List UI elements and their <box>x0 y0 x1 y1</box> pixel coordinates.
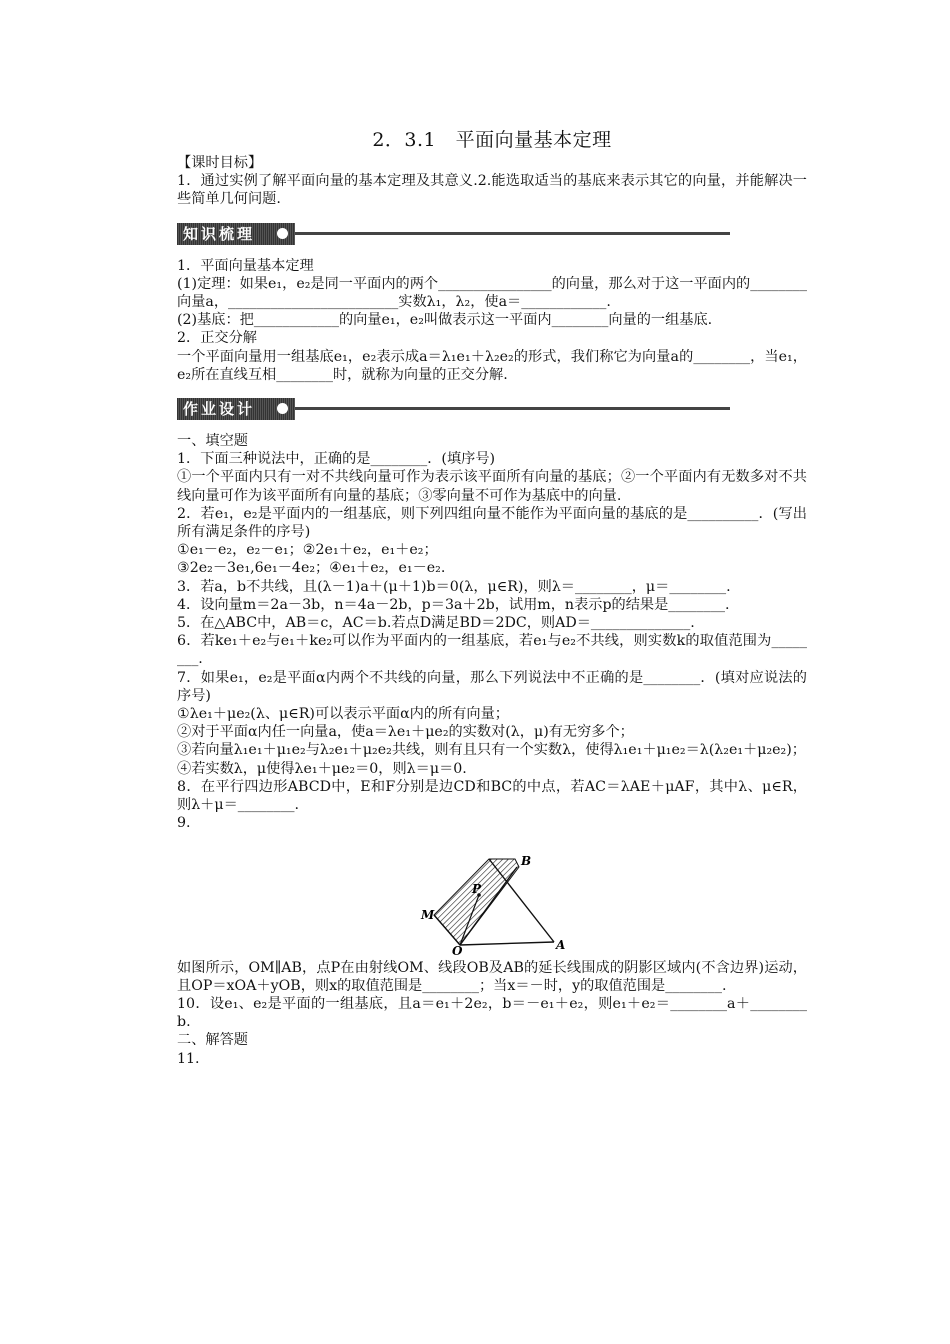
exercise-line: 7．如果e₁，e₂是平面α内两个不共线的向量，那么下列说法中不正确的是________．(填对应说法的序号) <box>177 669 807 704</box>
exercise-line: 6．若ke₁＋e₂与e₁＋ke₂可以作为平面内的一组基底，若e₁与e₂不共线，则实数k的取值范围为________. <box>177 633 807 668</box>
exercise-line: 如图所示，OM∥AB，点P在由射线OM、线段OB及AB的延长线围成的阴影区域内(不含边界)运动，且OP＝xOA＋yOB，则x的取值范围是________；当x＝－时，y的取值范围是________. <box>177 959 807 994</box>
line-ab-extended <box>489 859 554 942</box>
exercise-line: ①e₁－e₂，e₂－e₁；②2e₁＋e₂，e₁＋e₂； <box>177 542 438 559</box>
exercise-line: 5．在△ABC中，AB＝c，AC＝b.若点D满足BD＝2DC，则AD＝______________. <box>177 615 695 632</box>
exercise-line: ①λe₁＋μe₂(λ、μ∈R)可以表示平面α内的所有向量； <box>177 706 509 723</box>
label-p: P <box>472 881 482 896</box>
exercise-line: 2．若e₁，e₂是平面内的一组基底，则下列四组向量不能作为平面向量的基底的是__________．(写出所有满足条件的序号) <box>177 505 807 541</box>
exercise-line: 10．设e₁、e₂是平面的一组基底，且a＝e₁＋2e₂，b＝－e₁＋e₂，则e₁＋e₂＝________a＋________b. <box>177 995 807 1031</box>
banner-rule <box>295 232 730 235</box>
knowledge-line: (2)基底：把____________的向量e₁，e₂叫做表示这一平面内________向量的一组基底. <box>177 312 713 329</box>
knowledge-line: 2．正交分解 <box>177 330 257 347</box>
banner-label: 作业设计 <box>177 398 295 420</box>
objective-text: 1．通过实例了解平面向量的基本定理及其意义.2.能选取适当的基底来表示其它的向量，并能解决一些简单几何问题. <box>177 173 807 208</box>
knowledge-line: 1．平面向量基本定理 <box>177 257 314 274</box>
label-b: B <box>521 853 532 868</box>
section-banner-knowledge <box>177 223 807 245</box>
segment-oa <box>460 942 554 945</box>
banner-label: 知识梳理 <box>177 223 295 245</box>
label-a: A <box>556 937 566 952</box>
exercise-line: 4．设向量m＝2a－3b，n＝4a－2b，p＝3a＋2b，试用m，n表示p的结果是________. <box>177 596 730 613</box>
exercise-line: ③2e₂－3e₁,6e₁－4e₂；④e₁＋e₂，e₁－e₂. <box>177 560 446 577</box>
knowledge-line: 一个平面向量用一组基底e₁，e₂表示成a＝λ₁e₁＋λ₂e₂的形式，我们称它为向量a的________，当e₁，e₂所在直线互相________时，就称为向量的正交分解. <box>177 348 807 383</box>
shaded-region-diagram <box>417 837 567 955</box>
objective-heading: 【课时目标】 <box>177 155 263 171</box>
exercise-line: 3．若a，b不共线，且(λ－1)a＋(μ＋1)b＝0(λ，μ∈R)，则λ＝________，μ＝________. <box>177 578 731 595</box>
geometry-figure <box>177 837 807 957</box>
exercise-line: 二、解答题 <box>177 1032 248 1049</box>
exercise-line: ④若实数λ，μ使得λe₁＋μe₂＝0，则λ＝μ＝0. <box>177 760 467 777</box>
label-m: M <box>421 907 435 922</box>
banner-dot-icon <box>277 228 288 239</box>
exercise-line: 一、填空题 <box>177 433 248 450</box>
exercise-line: ①一个平面内只有一对不共线向量可作为表示该平面所有向量的基底；②一个平面内有无数多对不共线向量可作为该平面所有向量的基底；③零向量不可作为基底中的向量. <box>177 469 807 504</box>
document-page <box>177 128 807 1068</box>
exercise-line: ③若向量λ₁e₁＋μ₁e₂与λ₂e₁＋μ₂e₂共线，则有且只有一个实数λ，使得λ₁e₁＋μ₁e₂＝λ(λ₂e₁＋μ₂e₂)； <box>177 742 806 759</box>
exercise-line: 9. <box>177 815 191 832</box>
exercise-line: 11. <box>177 1050 200 1067</box>
section-banner-homework <box>177 398 807 420</box>
exercise-line: 8．在平行四边形ABCD中，E和F分别是边CD和BC的中点，若AC＝λAE＋μAF，其中λ、μ∈R，则λ＋μ＝________. <box>177 778 807 814</box>
page-title: 2．3.1 平面向量基本定理 <box>372 129 612 151</box>
exercise-line: 1．下面三种说法中，正确的是________．(填序号) <box>177 451 496 468</box>
exercise-line: ②对于平面α内任一向量a，使a＝λe₁＋μe₂的实数对(λ，μ)有无穷多个； <box>177 724 634 741</box>
banner-dot-icon <box>277 403 288 414</box>
knowledge-line: (1)定理：如果e₁，e₂是同一平面内的两个________________的向量，那么对于这一平面内的________向量a，________________________实数λ₁，λ₂，使a＝____________. <box>177 275 807 311</box>
banner-rule <box>295 407 730 410</box>
label-o: O <box>452 943 463 955</box>
